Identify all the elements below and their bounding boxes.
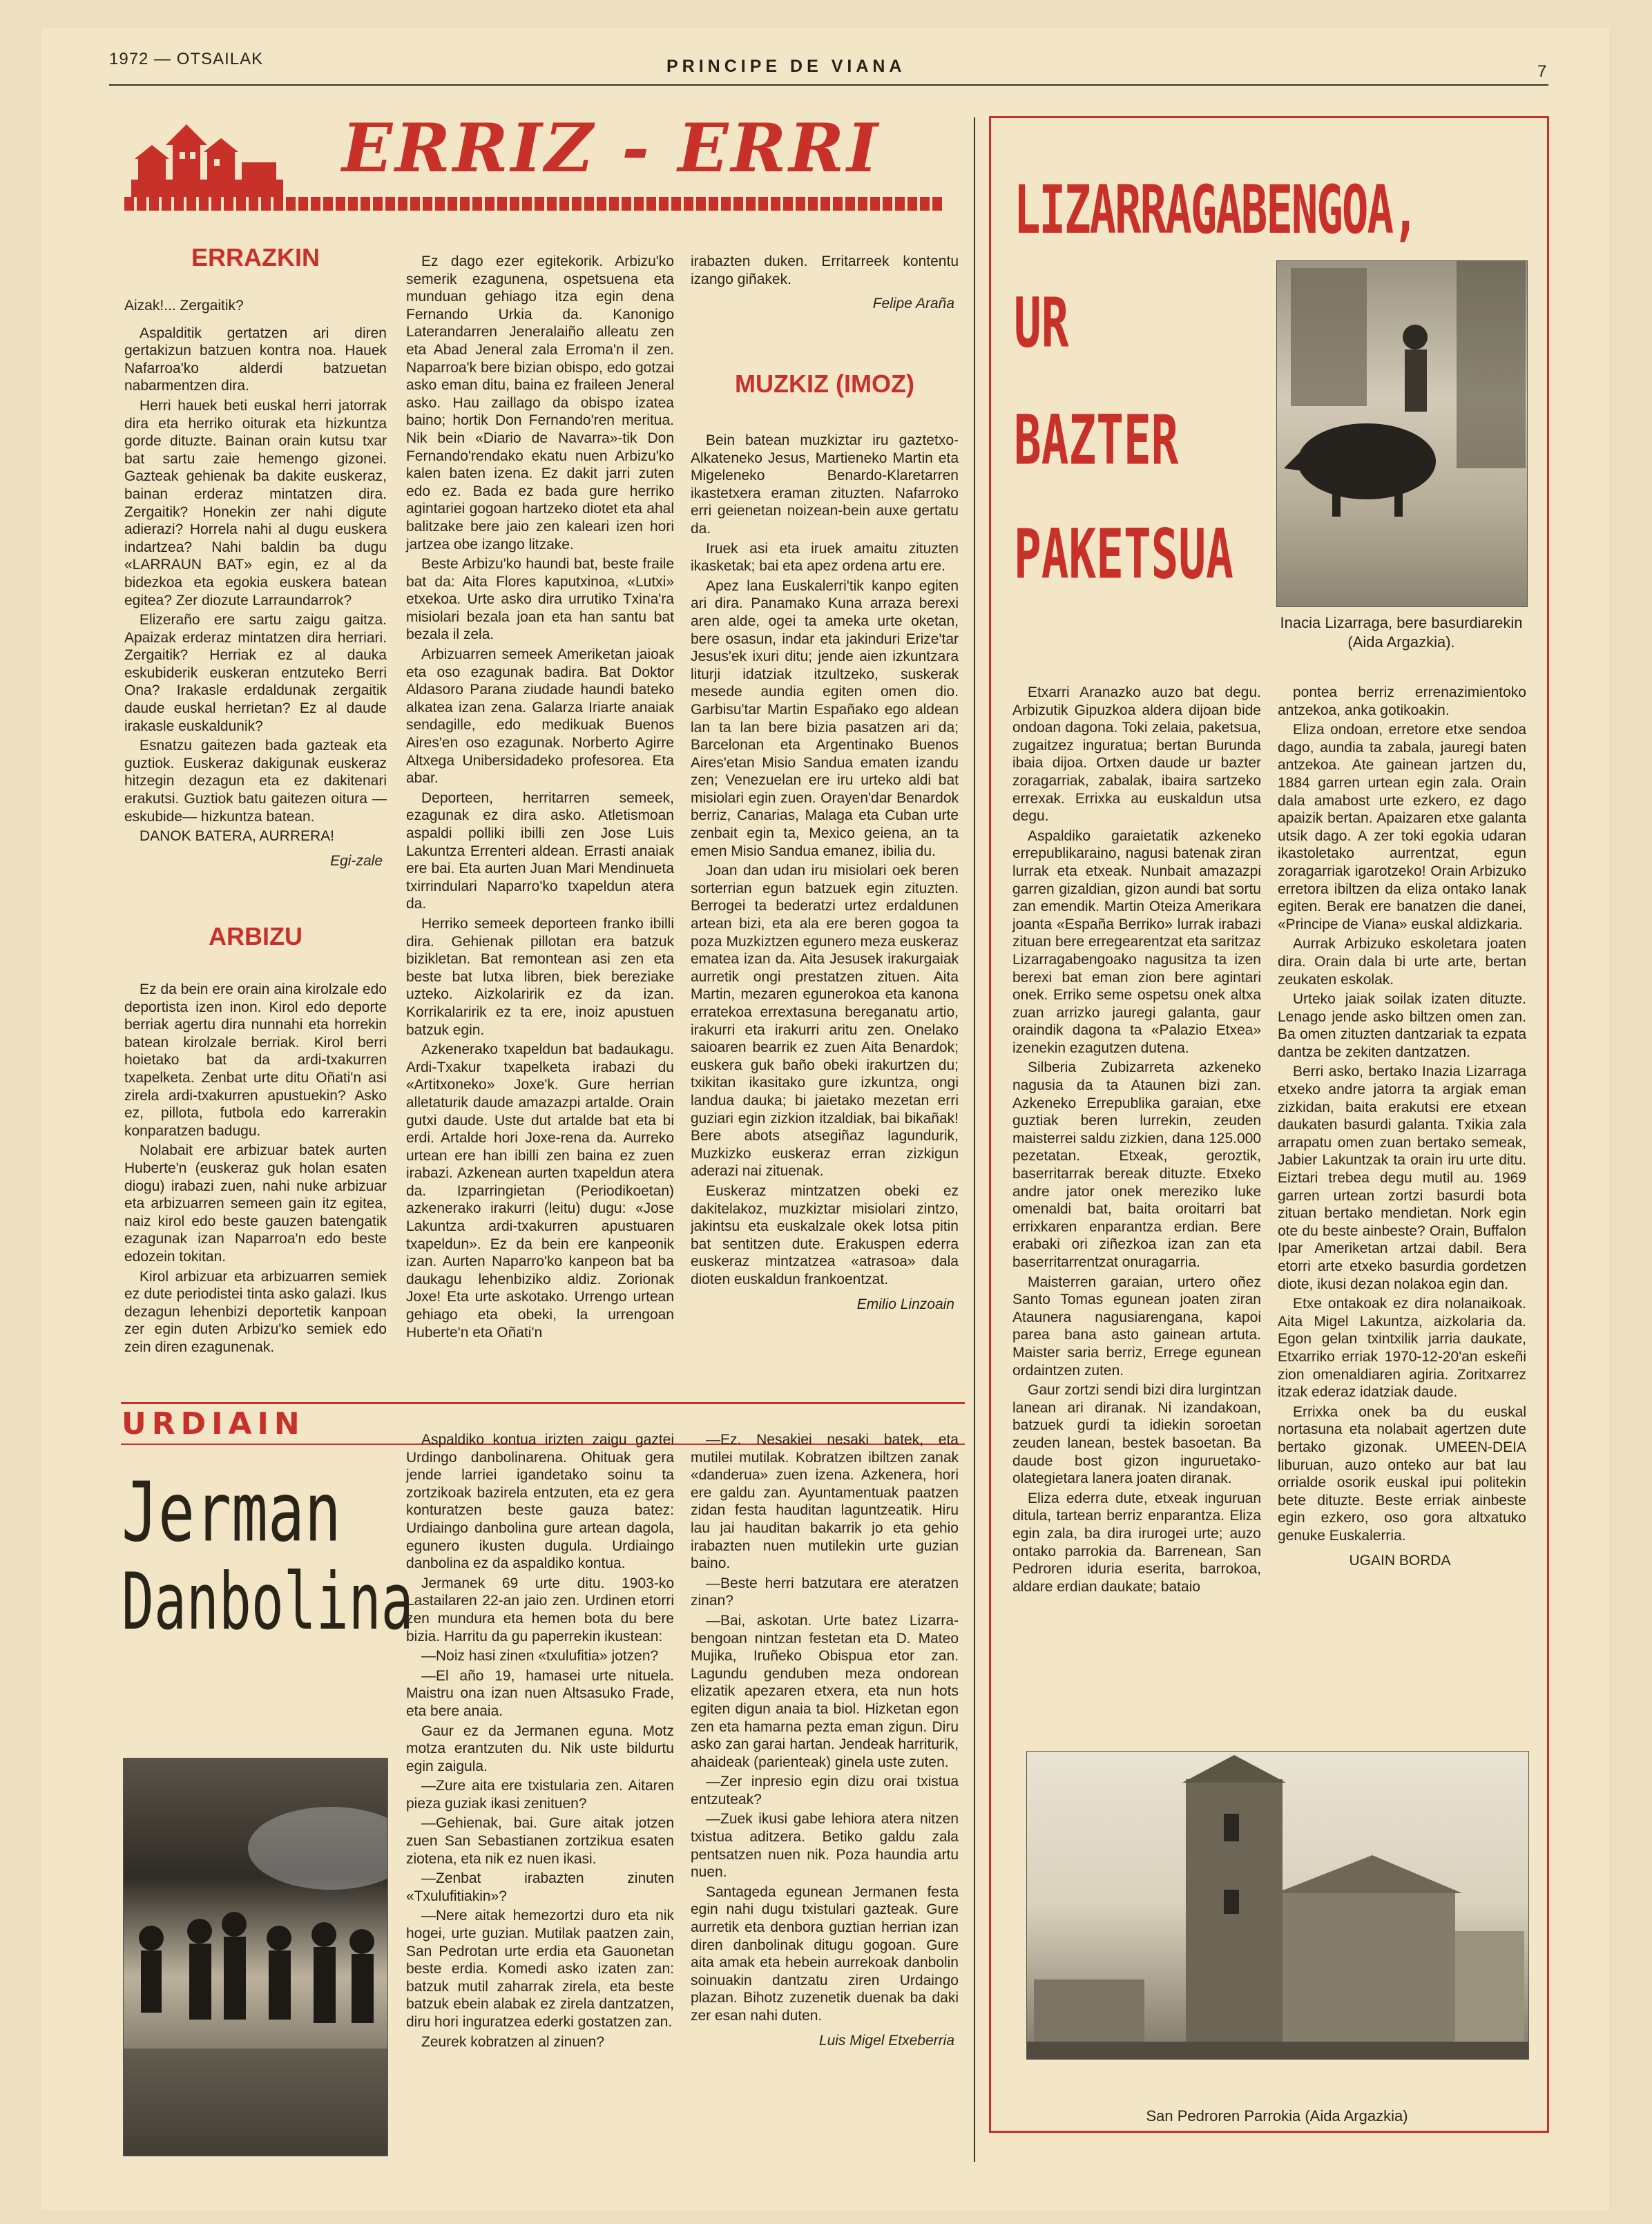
paragraph: —Beste herri batzutara ere ateratzen zinan? <box>691 1575 959 1609</box>
paragraph: Herriko semeek deporteen franko ibilli dira. Gehienak pillotan era batzuk bizikletan. Bat remontean asi zen eta beste bat lutxa libren, biek bereziake uzteko. Aizkolaririk ez da izan. Korrikalaririk ez ta ere, inoiz apustuen batzuk egin. <box>406 915 674 1038</box>
paragraph: Aspaldiko garaietatik azkeneko errepublikaraino, nagusi batenak ziran lurrak eta etxeak. Nunbait amazazpi garren gizaldian, gizon aundi bat sortu zan emendik. Martin Oteiza Amerikara joanta «España Berriko» lurrak irabazi zituan bere erregearentzat eta saritzaz Lizarragabengoako nagusitza ta izen berexi bat eman zion bere agintari onek. Erriko seme ospetsu onek altxa zuan arrizko jauregi galanta, gaur oraindik dagona ta «Palazio Etxea» izenekin ezagutzen dutena. <box>1012 827 1261 1056</box>
paragraph: Santageda egunean Jermanen festa egin nahi dugu txistulari gazteak. Gure aurretik eta denbora guztian herrian izan diren danbolinak ditugu gogoan. Gure aita amak eta hebein aurrekoak danbolin soinuakin dantzatu ziren Urdaingo plazan. Bihotz zuzenetik duenak ba daki zer esan nahi duten. <box>691 1883 959 2024</box>
urdiain-headline-2: Danbolina <box>122 1557 414 1648</box>
paragraph: Bein batean muzkiztar iru gaztetxo-Alkateneko Jesus, Martieneko Martin eta Migeleneko Benardo-Klaretarren ikastetxera eraman zituzten. Nafarroko erri geienetan noizean-bein auxe gertatu da. <box>691 432 959 537</box>
paragraph: Eliza ondoan, erretore etxe sendoa dago, aundia ta zabala, jauregi baten antzekoa. Ate gainean jartzen du, 1884 garren urtean egin zala. Orain dala amabost urte ezkero, ez dago apaizik bertan. Apaizaren etxe galanta utsik dago. A zer toki egokia udaran ikastoletako aurrentzat, egun zoragarriak igarotzeko! Orain Arbizuko erretora ibiltzen da eliza ontako lanak egiten. Berak ere banatzen die danei, «Principe de Viana» euskal aldizkaria. <box>1278 722 1526 932</box>
paragraph: Etxe ontakoak ez dira nolanaikoak. Aita Migel Lakuntza, aizkolaria da. Egon gelan txintxilik jarria daukate, Etxarriko erriak 1970-12-20'an eskeñi zion omenaldiaren agiria. Zoritxarrez itzak ederaz idatziak daude. <box>1278 1296 1526 1401</box>
column-divider <box>974 117 975 2162</box>
danbolin-photo <box>123 1758 388 2156</box>
issue-date: 1972 — OTSAILAK <box>109 50 264 68</box>
arbizu-article <box>124 981 387 1358</box>
paragraph: Berri asko, bertako Inazia Lizarraga etxeko andre jatorra ta argiak eman zizkidan, baita erakutsi ere etxean daukaten basurdi galanta. Txikia zala arrapatu omen zuan bertako semeak, Jabier Lakuntzak ta orain iru urte ditu. Eiztari trebea degu mutil au. 1969 garren urtean zortzi basurdi bota zituan bertako mendietan. Nork egin ote du beste ainbeste? Orain, Buffalon Ipar Ameriketan artzai dabil. Bera etorri arte etxeko basurdia gordetzen diote, ikusi dezan nolakoa egin dan. <box>1278 1064 1526 1292</box>
paragraph: —El año 19, hamasei urte nituela. Maistru ona izan nuen Altsasuko Frade, eta bere anaia. <box>406 1667 674 1719</box>
boar-icon <box>1277 261 1527 606</box>
church-photo <box>1026 1751 1529 2060</box>
urdiain-headline-1: Jerman <box>122 1464 341 1561</box>
muzkiz-article <box>691 432 959 1313</box>
paragraph: DANOK BATERA, AURRERA! <box>140 828 335 845</box>
paragraph: Aspalditik gertatzen ari diren gertakizun batzuen kontra noa. Hauek Nafarroa'ko alderdi batzuetan nabarmentzen dira. <box>124 325 387 394</box>
frame-right <box>1547 116 1549 2133</box>
church-photo-caption: San Pedroren Parrokia (Aida Argazkia) <box>1146 2107 1408 2125</box>
paragraph: irabazten duken. Erritarreek kontentu izango giñakek. <box>691 253 959 287</box>
paragraph: Herri hauek beti euskal herri jatorrak dira eta herriko oiturak eta hizkuntza gorde dituzte. Bainan orain kutsu txar bat sartu zaie hemengo gizonei. Gazteak gehienak ba dakite euskeraz, bainan erderaz mintatzen dira. Zergaitik? Honekin zer nahi digute adierazi? Horrela nahi al dugu euskera indartzea? Nahi baldin ba dugu «LARRAUN BAT» egin, ez al da bidezkoa eta egokia euskera batean egitea? Zer diozute Larraundarrok? <box>124 397 387 608</box>
urdiain-col-a <box>406 1431 674 2053</box>
urdiain-section-label: URDIAIN <box>122 1406 305 1441</box>
header-rule <box>109 84 1548 86</box>
paragraph: Aspaldiko kontua irizten zaigu gaztei Urdingo danbolinarena. Ohituak gera jende larriei igandetako soinu ta zortzikoak bazirela entzuten, eta ez gera konturatzen beste gauza batez: Urdiaingo danbolina gure artean dagola, egunero ikusten dugula. Urdiaingo danbolina ez da aspaldiko kontua. <box>406 1432 674 1572</box>
paragraph: —Gehienak, bai. Gure aitak jotzen zuen San Sebastianen zortzikua esaten ziotena, eta nik ez nuen ikasi. <box>406 1815 674 1867</box>
paragraph: Urteko jaiak soilak izaten dituzte. Lenago jende asko biltzen omen zan. Ba omen zituzten dantzariak ta ezpata dantza be zekiten dantzatzen. <box>1278 991 1526 1060</box>
urdiain-top-rule <box>121 1402 965 1404</box>
paragraph: —Zure aita ere txistularia zen. Aitaren pieza guziak ikasi zenituen? <box>406 1778 674 1812</box>
paragraph: —Zer inpresio egin dizu orai txistua entzuteak? <box>691 1774 959 1808</box>
arbizu-continued <box>406 253 674 1343</box>
page-number: 7 <box>1537 62 1548 81</box>
paragraph: Errixka onek ba du euskal nortasuna eta nolabait agertzen dute bertako gizonak. UMEEN-DEIA liburuan, auzo onteko aur bat lau orrialde osorik euskal ipui politekin bete dituzte. Beste erriak ainbeste egin ezkero, oso gora altxatuko genuke Euskalerria. <box>1278 1403 1526 1544</box>
paragraph: Esnatzu gaitezen bada gazteak eta guztiok. Euskeraz dakigunak euskeraz hitzegin dezagun eta ez dakitenari erakutsi. Guztiok batu gaitezen oitura —eskubide— hizkuntza batean. <box>124 738 387 825</box>
lizarraga-headline-2: UR <box>1014 283 1069 363</box>
paragraph: —Bai, askotan. Urte batez Lizarra-bengoan nintzan festetan eta D. Mateo Mujika, Iruñeko Obispua etor zan. Lagundu genduben meza ondorean elizatik apezaren etxera, eta nun hots egiten digun anaia ta biol. Hizketan egon zen eta hamarna pezta eman zigun. Diru asko zan garai hartan. Jendeak harriturik, ahaideak (parienteak) ginela uste zuten. <box>691 1612 959 1770</box>
musicians-icon <box>124 1758 387 2156</box>
paragraph: Aurrak Arbizuko eskoletara joaten dira. Orain dala bi urte arte, bertan zeukaten eskolak. <box>1278 936 1526 988</box>
lizarraga-headline-3: BAZTER <box>1014 401 1179 481</box>
paragraph: Ez da bein ere orain aina kirolzale edo deportista izen inon. Kirol edo deporte berriak agertu dira nunnahi eta horrekin batean kirolzale berriak. Kirol berri hoietako bat da ardi-txakurren txapelketa. Zenbat urte ditu Oñati'n asi zirela ardi-txakurren apustuekin? Asko ez, pillota, futbola edo karrerakin konparatzen badugu. <box>124 981 387 1139</box>
paragraph: —Nere aitak hemezortzi duro eta nik hogei, urte guzian. Mutilak paatzen zain, San Pedrotan urte erdia eta Gauonetan beste erdia. Komedi asko izaten zan: batzuk mutil zaharrak zirela, eta beste batzuk ebein alabak ez zirela dantzatzen, diru hori inguratzea ederki gostatzen zan. <box>406 1908 674 2030</box>
paragraph: pontea berriz errenazimientoko antzekoa, anka gotikoakin. <box>1278 684 1526 718</box>
paragraph: Etxarri Aranazko auzo bat degu. Arbizutik Gipuzkoa aldera dijoan bide ondoan dagona. Toki zelaia, paketsua, zugaitzez inguratua; bertan Burunda ibaia dijoa. Ortxen daude ur bazter zoragarriak, zabalak, ibaira sartzeko errexak. Errixka au euskaldun utsa degu. <box>1012 684 1261 825</box>
paragraph: Deporteen, herritarren semeek, ezagunak ez dira asko. Atletismoan aspaldi polliki ibilli zen Jose Luis Lakuntza Errenteri aldean. Errasti anaiak ere bai. Eta aurten Juan Mari Mendinueta txirrindulari Naparro'ko txapeldun atera da. <box>406 789 674 912</box>
frame-bottom <box>989 2131 1549 2133</box>
banner <box>124 104 943 221</box>
paragraph: Ez dago ezer egitekorik. Arbizu'ko semerik ezagunena, ospetsuena eta munduan gehiago itza egin dena Fernando Urkia da. Kanonigo Laterandarren Jeneralaiño alleatu zen eta Abad Jeneral zala Erroma'n il zen. Naparroa'k bere bizian obispo, edo gotzai asko eman ditu, baina ez fraileen Jeneral asko. Hau zaillago da obispo izatea baino; hortik Don Fernando'ren meritua. Nik bein «Diario de Navarra»-tik Don Fernando'rendako ekatu nuen Arbizu'ko kalen baten izena. Ez dakit jarri zuten edo ez. Bada ez bada gure herriko agintariei gogoan hartzeko diotet eta ahal balitzake bere jaio zen kaleari izen hori jartzea obe izango litzake. <box>406 253 674 553</box>
paragraph: Euskeraz mintzatzen obeki ez dakitelakoz, muzkiztar misiolari zintzo, jakintsu eta euskalzale okek lotsa pitin bat sentitzen dute. Erakuspen ederra euskeraz mintzatzea «atrasoa» dala dioten euskaldun frankoentzat. <box>691 1182 959 1287</box>
paragraph: Eliza ederra dute, etxeak inguruan ditula, tartean berriz enparantza. Eliza egin zala, ba dira irurogei urte; auzo ontako parrokia da. Barrenean, San Pedroren iduria eserita, barrokoa, aldare erdian daukate; bataio <box>1012 1490 1261 1595</box>
paragraph: Iruek asi eta iruek amaitu zituzten ikasketak; bai eta apez ordena artu ere. <box>691 540 959 575</box>
arbizu-title: ARBIZU <box>209 922 302 950</box>
urdiain-col-b <box>691 1431 959 2049</box>
paragraph: —Ez. Nesakiei nesaki batek, eta mutilei mutilak. Kobratzen ibiltzen zanak «danderua» zuen izena. Azkenera, hori ere galdu zan. Ayuntamentuak paatzen zidan festa hauditan laguntzeatik. Hiru lau jai hauditan bakarrik jo eta gehio irabazten nuen mutilekin urte guzian baino. <box>691 1432 959 1572</box>
paragraph: Elizeraño ere sartu zaigu gaitza. Apaizak erderaz mintatzen dira herriari. Zergaitik? Herriak ez al dauka eskubiderik euskeran entzuteko Berri Ona? Irakasle erdaldunak zergaitik daude euskal herrietan? Ez al daude irakasle euskaldunik? <box>124 612 387 734</box>
paragraph: —Zenbat irabazten zinuten «Txulufitiakin»? <box>406 1870 674 1904</box>
muzkiz-signature: Emilio Linzoain <box>856 1296 954 1312</box>
paragraph: Nolabait ere arbizuar batek aurten Huberte'n (euskeraz guk holan esaten diogu) irabazi zuen, nahi nuke arbizuar eta arbizuarren semeen gain itz egitea, naiz kirol edo beste gauzen batengatik ezagunak izan Naparroa'n edo beste edozein tokitan. <box>124 1142 387 1265</box>
frame-top <box>989 116 1549 118</box>
lizarraga-col-a <box>1012 684 1261 1598</box>
lizarraga-signature: UGAIN BORDA <box>1349 1552 1451 1569</box>
errazkin-intro: Aizak!... Zergaitik? <box>124 298 244 314</box>
urdiain-signature: Luis Migel Etxeberria <box>818 2032 954 2049</box>
lizarraga-headline-4: PAKETSUA <box>1014 515 1233 595</box>
paragraph: Arbizuarren semeek Ameriketan jaioak eta oso ezagunak badira. Bat Doktor Aldasoro Parana ziudade haundi bateko alkatea izan zena. Galarza Iriarte anaiak sendagille, edo medikuak Buenos Aires'en oso ezagunak. Norberto Agirre Altxega Unibersidadeko profesorea. Eta abar. <box>406 646 674 787</box>
paragraph: —Zuek ikusi gabe lehiora atera nitzen txistua aditzera. Betiko galdu zala pentsatzen nuen nik. Poza haundia artu nuen. <box>691 1811 959 1881</box>
boar-photo <box>1276 260 1528 607</box>
paragraph: Gaur zortzi sendi bizi dira lurgintzan lanean ari diranak. Ni izandakoan, batzuek gurdi ta idiekin soroetan zeuden lanean, bestek basoetan. Ba daude bost gizon inguruetako-olategietara lanera joaten diranak. <box>1012 1382 1261 1487</box>
lizarraga-col-b <box>1278 684 1526 1569</box>
boar-photo-caption: Inacia Lizarraga, bere basurdiarekin (Aida Argazkia). <box>1280 614 1523 651</box>
banner-title: ERRIZ - ERRI <box>341 109 881 187</box>
paragraph: Azkenerako txapeldun bat badaukagu. Ardi-Txakur txapelketa irabazi du «Artitxoneko» Joxe'k. Gure herrian alletaturik daude amazazpi artalde. Orain gutxi daude. Uste dut artalde bat eta bi erdi. Artalde hori Joxe-rena da. Aurreko urtean ere han ibilli zen baina ez zuen irabazi. Azkenean aurten txapeldun atera da. Izparringietan (Periodikoetan) azkenerako irakurri (leitu) dugu: «Jose Lakuntza ardi-txakurren apustuaren txapeldun». Ez da bein ere kanpeonik izan. Aurten Naparro'ko kanpeon bat ba daukagu lehenbiziko aldiz. Zorionak Joxe! Eta urte askotako. Urrengo urtean gehiago eta obeki, la urrengoan Huberte'n eta Oñati'n <box>406 1042 674 1341</box>
frame-left <box>989 116 991 2133</box>
paragraph: —Noiz hasi zinen «txulufitia» jotzen? <box>421 1648 659 1665</box>
errazkin-signature: Egi-zale <box>330 852 383 869</box>
paragraph: Gaur ez da Jermanen eguna. Motz motza erantzuten du. Nik uste bildurtu egin zaigula. <box>406 1723 674 1774</box>
banner-underline <box>124 197 943 211</box>
paragraph: Beste Arbizu'ko haundi bat, beste fraile bat da: Aita Flores kaputxinoa, «Lutxi» etxekoa. Urte asko dira urrutiko Txina'ra misiolari bezala joan eta han santu bat bezala il zela. <box>406 556 674 643</box>
paragraph: Jermanek 69 urte ditu. 1903-ko Lastailaren 22-an jaio zen. Urdinen etorri zen mundura eta hemen bota du bere bizia. Harritu da gu paperrekin ikustean: <box>406 1575 674 1645</box>
paragraph: Silberia Zubizarreta azkeneko nagusia da ta Ataunen bizi zan. Azkeneko Errepublika garaian, etxe guztiak beren lurrekin, zeuden maisterrei saldu zizkien, dana 125.000 pezetatan. Etxeak, geroztik, baserritarrak bereak dituzte. Etxeko andre jator onek mereziko luke omenaldi bat, baita oroitarri bat errixkaren enparantza erdian. Bere erabaki ori ziñezkoa izan zan eta baserritarrentzat onuragarria. <box>1012 1060 1261 1270</box>
errazkin-title: ERRAZKIN <box>191 243 320 271</box>
errazkin-article <box>124 297 387 870</box>
paragraph: Zeurek kobratzen al zinuen? <box>421 2033 604 2050</box>
muzkiz-title: MUZKIZ (IMOZ) <box>735 370 914 398</box>
paragraph: Maisterren garaian, urtero oñez Santo Tomas egunean joaten ziran Ataunera nagusiarengana, kapoi parea bana asto gainean artuta. Maister saria berriz, Errege egunean ordaintzen zuten. <box>1012 1274 1261 1379</box>
church-icon <box>1027 1752 1528 2059</box>
paragraph: Joan dan udan iru misiolari oek beren sorterrian egun batzuek egin zituzten. Berrogei ta bederatzi urtez erdaldunen artean bizi, eta ala ere beren gogoa ta poza Muzkiztzen egunero meza euskeraz ematea izan da. Aita Jesusek irakurgaiak aurretik ongi prestatzen zituen. Aita Martin, mezaren egunerokoa eta kanona erratekoa errextasuna bereganatu artio, irakurri eta irakurri aritu zen. Onelako saioaren bearrik ez zuen Aita Benardok; euskera guk baño obeki irakurtzen du; txikitan ikasitako gure izkuntza, ongi landua dauka; bi jaietako mezetan erri guziari egin zizkion itzaldiak, bai bikañak! Bere abots atsegiñaz lagundurik, Muzkizko euskeraz erran zizkigun aderazi nai zituenak. <box>691 863 959 1180</box>
lizarraga-headline-1: LIZARRAGABENGOA, <box>1014 173 1418 249</box>
paragraph: Apez lana Euskalerri'tik kanpo egiten ari dira. Panamako Kuna arraza berexi aren alde, ogei ta ameka urte oketan, bere osasun, indar eta jakinduri Erize'tar Jesus'ek ixuri ditu; jende aien izkuntzara liturji idatziak itzultzeko, suskerak mesede aundia egiten omen dio. Garbisu'tar Martin Españako ego aldean lan ta lan bere bizia pasatzen ari da; Barcelonan eta Argentinako Buenos Aires'etan Misio Sandua ematen izandu zen; Venezuelan ere iru urteko aldi bat misiolari egin zuen. Orayen'dar Benardok berriz, Canarias, Malaga eta Cuban urte zenbait egin ta, Mexico geiena, an ta emen Misio Sandua emanez, ibilia du. <box>691 577 959 859</box>
arbizu-ending <box>691 253 959 313</box>
publication-name: PRINCIPE DE VIANA <box>666 57 906 76</box>
paragraph: Kirol arbizuar eta arbizuarren semiek ez dute periodistei tinta asko galazi. Ikus dezagun lehenbizi deportetik kanpoan zer egin duten Arbizu'ko semiek edo zein diren ezagunenak. <box>124 1268 387 1355</box>
arbizu-signature: Felipe Araña <box>872 296 954 312</box>
